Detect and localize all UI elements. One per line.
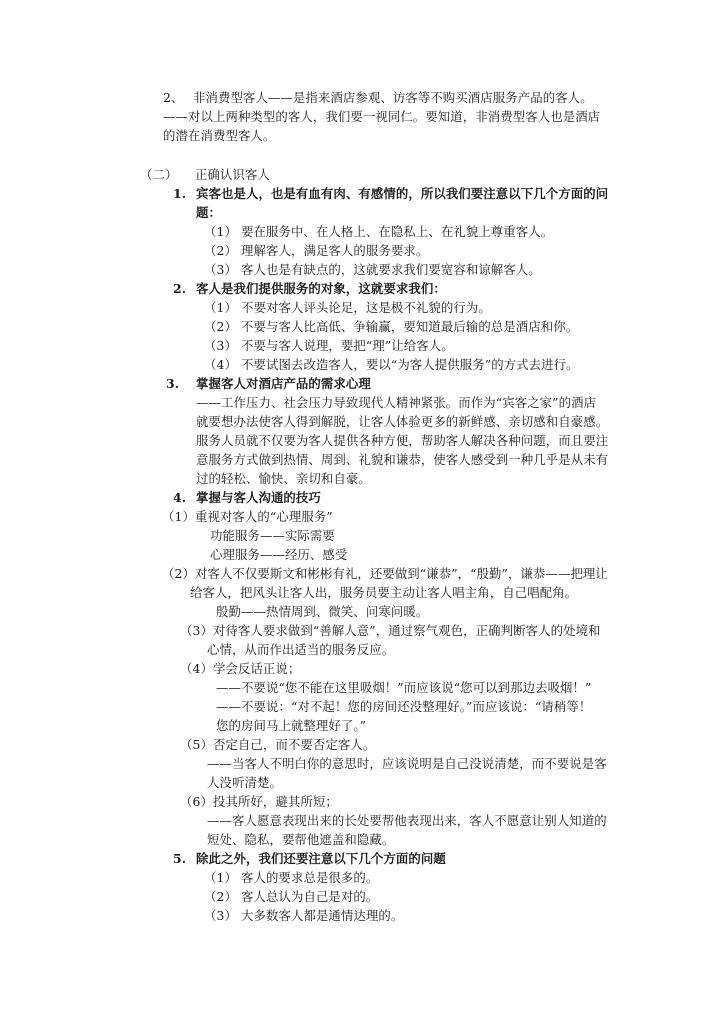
sub-heading: （3）对待客人要求做到“善解人意”，通过察气观色，正确判断客人的处境和: [180, 623, 601, 638]
paragraph-line: 人没听清楚。: [207, 775, 282, 790]
paragraph-line: ——对以上两种类型的客人，我们要一视同仁。要知道，非消费型客人也是酒店: [163, 109, 601, 124]
paragraph-line: ——当客人不明白你的意思时，应该说明是自己没说清楚，而不要说是客: [207, 756, 607, 771]
paragraph-line: 您的房间马上就整理好了。”: [216, 718, 367, 733]
list-item: （2） 理解客人，满足客人的服务要求。: [204, 243, 429, 258]
list-item: （3） 客人也是有缺点的，这就要求我们要宽容和谅解客人。: [204, 262, 541, 277]
paragraph-line: 给客人，把风头让客人出，服务员要主动让客人唱主角，自己唱配角。: [190, 585, 578, 600]
paragraph-line: 心理服务——经历、感受: [210, 547, 348, 562]
paragraph-line: 短处、隐私，要帮他遮盖和隐藏。: [207, 832, 395, 847]
paragraph-line: 2、 非消费型客人——是指来酒店参观、访客等不购买酒店服务产品的客人。: [163, 90, 593, 105]
point-heading: 3. 掌握客人对酒店产品的需求心理: [166, 376, 371, 391]
paragraph-line: ——不要说“您不能在这里吸烟！”而应该说“您可以到那边去吸烟！”: [216, 680, 592, 695]
sub-heading: （1）重视对客人的“心理服务”: [162, 509, 333, 524]
paragraph-line: ——客人愿意表现出来的长处要帮他表现出来，客人不愿意让别人知道的: [207, 813, 607, 828]
list-item: （4） 不要试图去改造客人，要以“为客人提供服务”的方式去进行。: [204, 357, 579, 372]
point-heading-continued: 题：: [196, 205, 221, 220]
sub-heading: （4）学会反话正说；: [180, 661, 301, 676]
list-item: （3） 大多数客人都是通情达理的。: [204, 908, 404, 923]
list-item: （2） 不要与客人比高低、争输赢，要知道最后输的总是酒店和你。: [204, 319, 579, 334]
paragraph-line: 功能服务——实际需要: [210, 528, 335, 543]
sub-heading: （2）对客人不仅要斯文和彬彬有礼，还要做到“谦恭”，“殷勤”，谦恭——把理让: [162, 566, 608, 581]
list-item: （2） 客人总认为自己是对的。: [204, 889, 379, 904]
point-heading: 5. 除此之外，我们还要注意以下几个方面的问题: [173, 851, 446, 866]
list-item: （3） 不要与客人说理，要把“理”让给客人。: [204, 338, 454, 353]
paragraph-line: 殷勤——热情周到、微笑、问寒问暖。: [216, 604, 429, 619]
paragraph-line: ——工作压力、社会压力导致现代人精神紧张。而作为“宾客之家”的酒店: [196, 395, 597, 410]
list-item: （1） 客人的要求总是很多的。: [204, 870, 379, 885]
point-heading: 2. 客人是我们提供服务的对象，这就要求我们：: [173, 281, 446, 296]
section-heading: （二） 正确认识客人: [140, 167, 270, 182]
paragraph-line: 服务人员就不仅要为客人提供各种方便，帮助客人解决各种问题，而且要注: [196, 433, 609, 448]
paragraph-line: ——不要说：“对不起！您的房间还没整理好。”而应该说：“请稍等！: [216, 699, 592, 714]
list-item: （1） 要在服务中、在人格上、在隐私上、在礼貌上尊重客人。: [204, 224, 554, 239]
paragraph-line: 就要想办法使客人得到解脱，让客人体验更多的新鲜感、亲切感和自豪感。: [196, 414, 609, 429]
list-item: （1） 不要对客人评头论足，这是极不礼貌的行为。: [204, 300, 491, 315]
point-heading: 1. 宾客也是人，也是有血有肉、有感情的，所以我们要注意以下几个方面的问: [173, 186, 609, 201]
paragraph-line: 过的轻松、愉快、亲切和自豪。: [196, 471, 371, 486]
point-heading: 4. 掌握与客人沟通的技巧: [173, 490, 321, 505]
sub-heading: （5）否定自己，而不要否定客人。: [180, 737, 376, 752]
paragraph-line: 心情，从而作出适当的服务反应。: [207, 642, 395, 657]
paragraph-line: 意服务方式做到热情、周到、礼貌和谦恭，使客人感受到一种几乎是从未有: [196, 452, 609, 467]
paragraph-line: 的潜在消费型客人。: [163, 128, 276, 143]
sub-heading: （6）投其所好，避其所短；: [180, 794, 338, 809]
